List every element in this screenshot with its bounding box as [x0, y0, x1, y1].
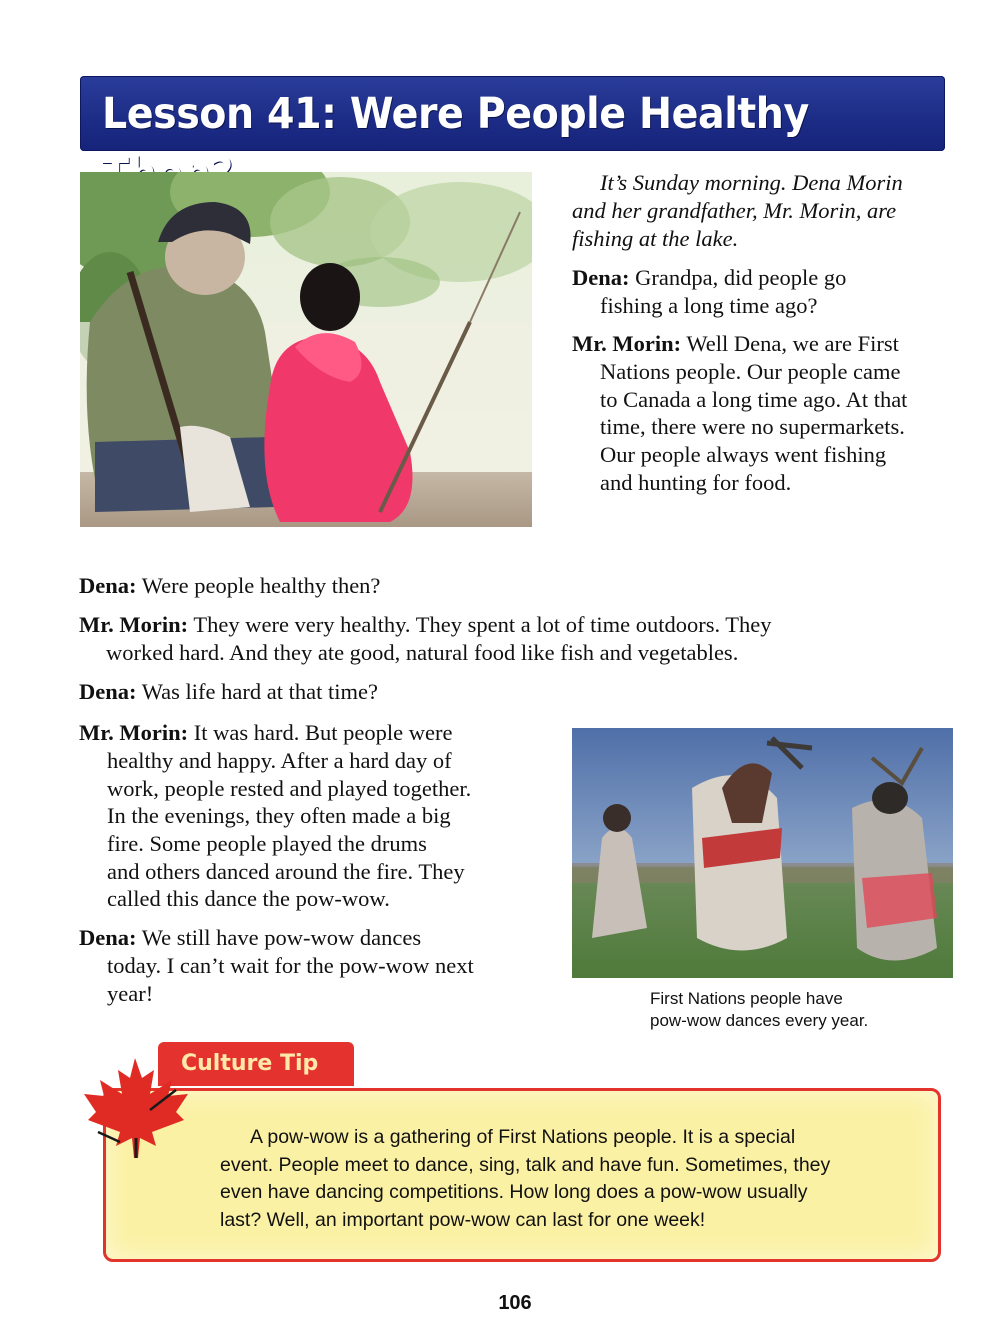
dialogue-text: We still have pow-wow dances [141, 925, 422, 950]
dialogue-line: time, there were no supermarkets. [600, 414, 905, 439]
dialogue-line: fire. Some people played the drums [107, 831, 427, 856]
dialogue-line: worked hard. And they ate good, natural food like fish and vegetables. [106, 640, 739, 665]
intro-line: and her grandfather, Mr. Morin, are [572, 198, 897, 223]
dialogue-line [79, 611, 772, 639]
dialogue-text: They were very healthy. They spent a lot of time outdoors. They [193, 612, 772, 637]
dialogue-line: to Canada a long time ago. At that [600, 387, 908, 412]
dialogue-line: healthy and happy. After a hard day of [107, 748, 452, 773]
speaker-name: Mr. Morin: [572, 331, 682, 356]
lesson-title: Lesson 41: Were People Healthy [102, 89, 809, 139]
dialogue-line: In the evenings, they often made a big [107, 803, 451, 828]
culture-tip-label: Culture Tip [181, 1051, 319, 1076]
photo-caption: pow-wow dances every year. [650, 1011, 869, 1030]
powwow-photo [572, 728, 953, 978]
intro-line: fishing at the lake. [572, 226, 739, 251]
dialogue-text: It was hard. But people were [193, 720, 453, 745]
tip-line: A pow-wow is a gathering of First Nations people. It is a special [250, 1126, 796, 1148]
dialogue-line: Our people always went fishing [600, 442, 887, 467]
speaker-name: Dena: [79, 925, 137, 950]
culture-tip-text [220, 1124, 920, 1235]
dialogue-line: year! [107, 981, 154, 1006]
dialogue-line [79, 678, 378, 706]
tip-line: even have dancing competitions. How long does a pow-wow usually [220, 1181, 808, 1204]
dialogue-line [79, 719, 452, 747]
speaker-name: Mr. Morin: [79, 612, 189, 637]
dialogue-line [572, 330, 899, 358]
dialogue-line: and others danced around the fire. They [107, 859, 465, 884]
dialogue-line: Nations people. Our people came [600, 359, 901, 384]
tip-line: last? Well, an important pow-wow can last for one week! [220, 1209, 706, 1232]
dialogue-text: Well Dena, we are First [686, 331, 899, 356]
dialogue-line: called this dance the pow-wow. [107, 886, 390, 911]
speaker-name: Dena: [572, 265, 630, 290]
dialogue-line [79, 924, 421, 952]
dialogue-line: and hunting for food. [600, 470, 792, 495]
speaker-name: Dena: [79, 679, 137, 704]
dialogue-line [572, 264, 846, 292]
photo-caption: First Nations people have [650, 989, 843, 1008]
dialogue-line: work, people rested and played together. [107, 776, 472, 801]
dialogue-line: fishing a long time ago? [600, 293, 818, 318]
tip-line: event. People meet to dance, sing, talk and have fun. Sometimes, they [220, 1153, 831, 1176]
dialogue-text: Was life hard at that time? [141, 679, 378, 704]
page-number: 106 [498, 1292, 532, 1314]
maple-leaf-icon [80, 1050, 200, 1160]
fishing-photo [80, 172, 532, 527]
speaker-name: Dena: [79, 573, 137, 598]
dialogue-text: Grandpa, did people go [635, 265, 847, 290]
dialogue-line: today. I can’t wait for the pow-wow next [107, 953, 474, 978]
intro-line: It’s Sunday morning. Dena Morin [600, 170, 903, 195]
dialogue-text: Were people healthy then? [141, 573, 381, 598]
dialogue-line [79, 572, 380, 600]
speaker-name: Mr. Morin: [79, 720, 189, 745]
